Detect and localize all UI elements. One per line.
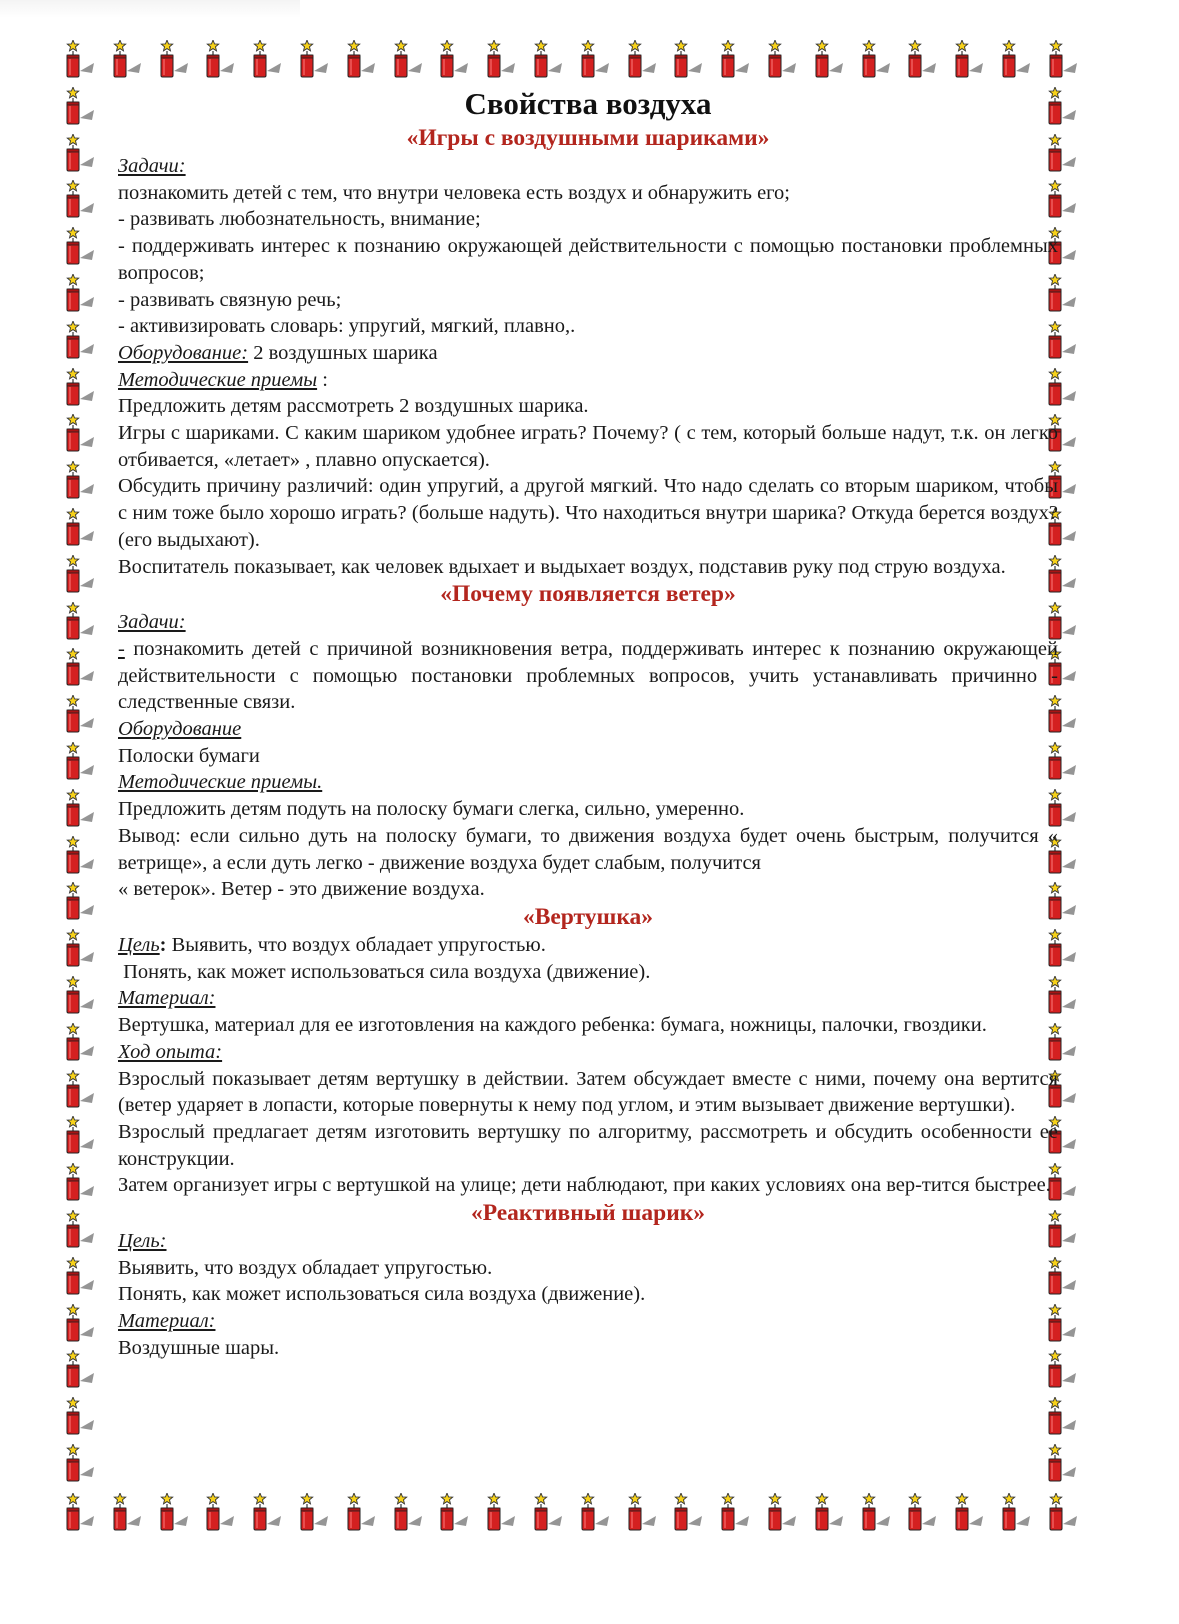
section-heading-balloon-games: «Игры с воздушными шариками» [406, 125, 770, 151]
firecracker-icon [64, 227, 98, 267]
goal-label: Цель [118, 933, 160, 956]
paragraph: « ветерок». Ветер - это движение воздуха. [118, 878, 485, 901]
methods-suffix: : [317, 368, 328, 391]
firecracker-icon [204, 40, 238, 80]
firecracker-icon [813, 1493, 847, 1533]
firecracker-icon [64, 836, 98, 876]
firecracker-icon [953, 1493, 987, 1533]
firecracker-icon [64, 508, 98, 548]
material-text: Воздушные шары. [118, 1336, 280, 1359]
firecracker-icon [111, 40, 145, 80]
firecracker-icon [860, 1493, 894, 1533]
firecracker-icon [719, 40, 753, 80]
equipment-line [118, 340, 1058, 367]
firecracker-icon [64, 695, 98, 735]
firecracker-icon [579, 40, 613, 80]
paragraph: Воспитатель показывает, как человек вдыхает и выдыхает воздух, подставив руку под струю воздуха. [118, 555, 1006, 578]
procedure-line [118, 1039, 1058, 1066]
firecracker-icon [485, 1493, 519, 1533]
equipment-label: Оборудование: [118, 341, 249, 364]
firecracker-icon [64, 1493, 98, 1533]
firecracker-icon [204, 1493, 238, 1533]
paragraph: Предложить детям рассмотреть 2 воздушных шарика. [118, 395, 589, 418]
section-heading-pinwheel: «Вертушка» [522, 903, 654, 930]
tasks-label-text: Задачи: [118, 611, 186, 634]
methods-line [118, 769, 1058, 796]
firecracker-icon [672, 40, 706, 80]
goal-line [118, 1228, 1058, 1255]
firecracker-icon [64, 789, 98, 829]
firecracker-icon [158, 40, 192, 80]
firecracker-icon [64, 1257, 98, 1297]
firecracker-icon [251, 1493, 285, 1533]
methods-label: Методические приемы. [118, 771, 323, 794]
paragraph: Обсудить причину различий: один упругий, а другой мягкий. Что надо сделать со вторым шариком, чтобы с ним тоже было хорошо играть? (больше надуть). Что находиться внутри шарика? Откуда берется воздух? (его выдыхают). [118, 475, 1058, 551]
section-heading-jet-balloon: «Реактивный шарик» [470, 1200, 706, 1227]
goal-text-2: Понять, как может использоваться сила воздуха (движение). [118, 1283, 646, 1306]
firecracker-icon [1047, 1493, 1081, 1533]
firecracker-icon [392, 1493, 426, 1533]
tasks-label [118, 609, 1058, 636]
material-label: Материал: [118, 987, 216, 1010]
firecracker-icon [64, 274, 98, 314]
firecracker-icon [64, 1304, 98, 1344]
firecracker-icon [392, 40, 426, 80]
firecracker-icon [64, 1023, 98, 1063]
firecracker-icon [532, 40, 566, 80]
firecracker-icon [1000, 40, 1034, 80]
firecracker-icon [626, 1493, 660, 1533]
firecracker-icon [345, 40, 379, 80]
goal-text-2: Понять, как может использоваться сила воздуха (движение). [118, 960, 651, 983]
paragraph: Затем организует игры с вертушкой на улице; дети наблюдают, при каких условиях она вер-тится быстрее. [118, 1174, 1051, 1197]
firecracker-icon [906, 40, 940, 80]
task-line: - развивать любознательность, внимание; [118, 208, 481, 231]
firecracker-icon [111, 1493, 145, 1533]
firecracker-icon [64, 40, 98, 80]
page-title: Свойства воздуха [464, 86, 712, 121]
methods-label: Методические приемы [118, 368, 318, 391]
firecracker-icon [953, 40, 987, 80]
equipment-text: 2 воздушных шарика [248, 341, 438, 364]
firecracker-icon [579, 1493, 613, 1533]
equipment-label: Оборудование [118, 718, 242, 741]
firecracker-icon [64, 602, 98, 642]
task-line: познакомить детей с тем, что внутри человека есть воздух и обнаружить его; [118, 181, 791, 204]
firecracker-icon [672, 1493, 706, 1533]
firecracker-icon [64, 1444, 98, 1484]
firecracker-icon [64, 1210, 98, 1250]
firecracker-icon [64, 134, 98, 174]
task-line: - развивать связную речь; [118, 288, 342, 311]
task-text: познакомить детей с причиной возникновения ветра, поддерживать интерес к познанию окружающей действительности с помощью постановки проблемных вопросов, учить устанавливать причинно - следственные связи. [118, 637, 1058, 714]
firecracker-icon [766, 1493, 800, 1533]
material-line [118, 1308, 1058, 1335]
firecracker-icon [64, 414, 98, 454]
document-body [118, 84, 1058, 1362]
paragraph: Вывод: если сильно дуть на полоску бумаги, то движения воздуха будет очень быстрым, получится « ветрище», а если дуть легко - движение воздуха будет слабым, получится [118, 824, 1058, 874]
firecracker-icon [1047, 40, 1081, 80]
goal-text: Выявить, что воздух обладает упругостью. [118, 1256, 493, 1279]
firecracker-icon [64, 648, 98, 688]
firecracker-icon [64, 1397, 98, 1437]
firecracker-icon [64, 1116, 98, 1156]
firecracker-icon [64, 742, 98, 782]
firecracker-icon [64, 1163, 98, 1203]
firecracker-icon [906, 1493, 940, 1533]
material-text: Вертушка, материал для ее изготовления на каждого ребенка: бумага, ножницы, палочки, гвоздики. [118, 1014, 987, 1037]
firecracker-icon [438, 40, 472, 80]
paragraph: Игры с шариками. С каким шариком удобнее играть? Почему? ( с тем, который больше надут, т.к. он легко отбивается, «летает» , плавно опускается). [118, 422, 1058, 471]
firecracker-icon [64, 1070, 98, 1110]
firecracker-icon [719, 1493, 753, 1533]
goal-label: Цель: [118, 1230, 167, 1253]
firecracker-icon [64, 368, 98, 408]
tasks-label [118, 153, 1058, 180]
firecracker-icon [298, 40, 332, 80]
firecracker-icon [438, 1493, 472, 1533]
section-heading-wind: «Почему появляется ветер» [440, 581, 736, 608]
firecracker-icon [64, 882, 98, 922]
firecracker-icon [64, 461, 98, 501]
task-line: - поддерживать интерес к познанию окружающей действительности с помощью постановки проблемных вопросов; [118, 235, 1058, 284]
procedure-label: Ход опыта: [118, 1040, 223, 1063]
material-label: Материал: [118, 1310, 216, 1333]
firecracker-icon [860, 40, 894, 80]
goal-colon: : [159, 933, 167, 956]
firecracker-icon [1046, 1397, 1080, 1437]
firecracker-icon [64, 180, 98, 220]
firecracker-icon [298, 1493, 332, 1533]
firecracker-icon [532, 1493, 566, 1533]
firecracker-icon [158, 1493, 192, 1533]
equipment-line [118, 716, 1058, 743]
task-dash: - [118, 637, 125, 660]
firecracker-icon [345, 1493, 379, 1533]
firecracker-icon [64, 87, 98, 127]
firecracker-icon [766, 40, 800, 80]
paragraph: Взрослый предлагает детям изготовить вертушку по алгоритму, рассмотреть и обсудить особенности ее конструкции. [118, 1120, 1058, 1170]
paragraph: Взрослый показывает детям вертушку в действии. Затем обсуждает вместе с ними, почему она вертится (ветер ударяет в лопасти, которые повернуты к нему под углом, и этим вызывает движение вертушки). [118, 1067, 1058, 1117]
material-line [118, 985, 1058, 1012]
firecracker-icon [64, 929, 98, 969]
firecracker-icon [64, 321, 98, 361]
goal-text: Выявить, что воздух обладает упругостью. [166, 933, 546, 956]
paragraph: Предложить детям подуть на полоску бумаги слегка, сильно, умеренно. [118, 798, 745, 821]
equipment-text: Полоски бумаги [118, 744, 260, 767]
firecracker-icon [64, 976, 98, 1016]
task-line: - активизировать словарь: упругий, мягкий, плавно,. [118, 315, 576, 338]
tasks-label-text: Задачи: [118, 155, 186, 177]
firecracker-icon [485, 40, 519, 80]
firecracker-icon [251, 40, 285, 80]
methods-line [118, 367, 1058, 394]
firecracker-icon [1046, 1444, 1080, 1484]
firecracker-icon [64, 555, 98, 595]
firecracker-icon [64, 1350, 98, 1390]
task-paragraph [118, 636, 1058, 716]
goal-line [118, 932, 1058, 959]
firecracker-icon [1000, 1493, 1034, 1533]
firecracker-icon [813, 40, 847, 80]
firecracker-icon [626, 40, 660, 80]
